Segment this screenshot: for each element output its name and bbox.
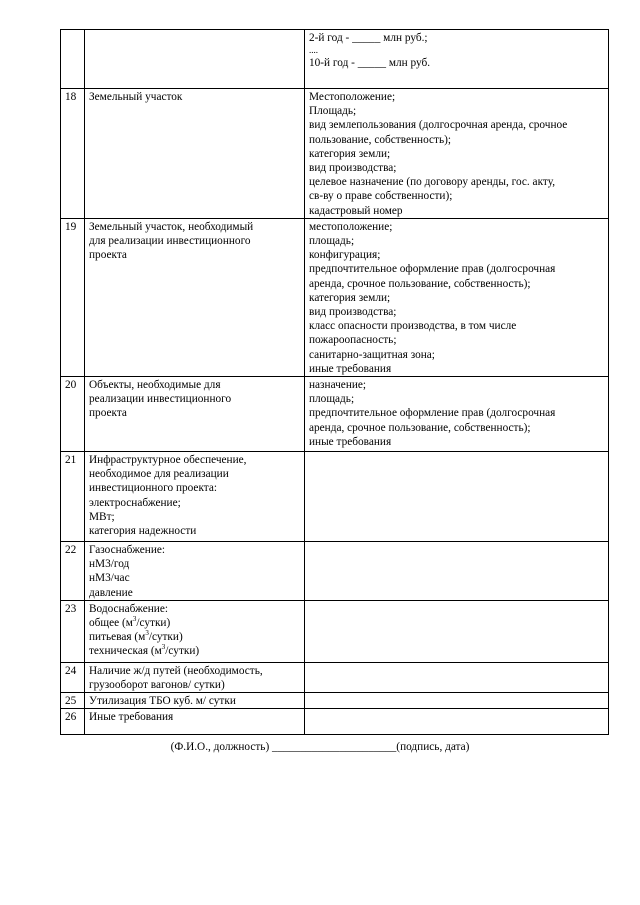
row-number-cell: 18 [61,89,85,219]
superscript-3: 3 [132,615,137,624]
superscript-3: 3 [161,643,166,652]
name-line: для реализации инвестиционного [89,235,251,248]
row-name-cell [85,30,305,89]
desc-line: кадастровый номер [309,204,403,217]
row-number-cell: 24 [61,662,85,692]
desc-line: аренда, срочное пользование, собственность); [309,277,531,290]
row-name-cell [85,693,305,709]
desc-line: св-ву о праве собственности); [309,190,453,203]
row-desc-cell [305,377,609,452]
table-row [61,452,609,542]
desc-line: 10-й год - _____ млн руб. [309,57,431,70]
water-line-text: техническая (м [89,645,162,658]
name-line: Земельный участок, необходимый [89,220,254,233]
row-number-cell: 20 [61,377,85,452]
row-desc-cell [305,30,609,89]
table-row [61,709,609,735]
desc-line: конфигурация; [309,249,381,262]
requirements-table [60,29,609,735]
desc-line: местоположение; [309,220,393,233]
name-line: МВт; [89,510,115,523]
water-line-unit: /сутки) [136,617,171,630]
desc-line: предпочтительное оформление прав (долгосрочная [309,407,556,420]
desc-line: назначение; [309,379,367,392]
desc-line: целевое назначение (по договору аренды, гос. акту, [309,176,556,189]
table-row [61,30,609,89]
water-line [89,616,301,630]
name-line: Иные требования [89,711,174,724]
row-desc-cell [305,542,609,601]
name-line: категория надежности [89,525,197,538]
desc-line: категория земли; [309,291,391,304]
table-row [61,600,609,662]
water-line [89,630,301,644]
desc-line: Площадь; [309,105,357,118]
name-line: давление [89,586,133,599]
name-line: Наличие ж/д путей (необходимость, [89,664,263,677]
row-name-cell [85,662,305,692]
water-line-text: питьевая (м [89,631,146,644]
desc-line: иные требования [309,435,392,448]
name-line: нМ3/год [89,558,130,571]
name-line: грузооборот вагонов/ сутки) [89,679,225,692]
name-line: электроснабжение; [89,496,181,509]
row-name-cell [85,218,305,376]
desc-line: класс опасности производства, в том числе [309,320,517,333]
desc-line: Местоположение; [309,91,396,103]
water-line-text: общее (м [89,617,133,630]
name-line: необходимое для реализации [89,468,229,481]
row-number-cell: 19 [61,218,85,376]
row-name-cell [85,542,305,601]
row-desc-cell [305,709,609,735]
desc-line: площадь; [309,393,355,406]
row-number-cell: 22 [61,542,85,601]
desc-line: аренда, срочное пользование, собственность); [309,421,531,434]
desc-line: иные требования [309,362,392,375]
table-row [61,218,609,376]
row-name-cell [85,452,305,542]
signature-line: (Ф.И.О., должность) ______________________(подпись, дата) [170,741,470,753]
desc-line: санитарно-защитная зона; [309,348,435,361]
water-line [89,644,301,658]
water-line-unit: /сутки) [148,631,183,644]
row-name-cell [85,709,305,735]
desc-line: 2-й год - _____ млн руб.; [309,32,428,44]
desc-line: .... [309,45,318,56]
desc-line: пользование, собственность); [309,133,451,146]
row-number-cell: 26 [61,709,85,735]
row-number-cell: 23 [61,600,85,662]
name-line: инвестиционного проекта: [89,482,218,495]
name-line: проекта [89,407,127,420]
row-number-cell: 25 [61,693,85,709]
row-name-cell [85,600,305,662]
row-desc-cell [305,218,609,376]
table-row [61,542,609,601]
name-line: Газоснабжение: [89,544,166,557]
name-line: Земельный участок [89,91,183,103]
row-desc-cell [305,662,609,692]
name-line: проекта [89,249,127,262]
name-line: Водоснабжение: [89,602,168,615]
superscript-3: 3 [145,629,149,638]
desc-line: вид землепользования (долгосрочная аренда, срочное [309,119,568,132]
name-line: нМ3/час [89,572,130,585]
water-line-unit: /сутки) [165,645,200,658]
table-row [61,89,609,219]
desc-line: вид производства; [309,162,397,175]
row-number-cell: 21 [61,452,85,542]
table-row [61,693,609,709]
table-row [61,662,609,692]
desc-line: предпочтительное оформление прав (долгосрочная [309,263,556,276]
name-line: Объекты, необходимые для [89,379,221,392]
desc-line: пожароопасность; [309,334,397,347]
row-desc-cell [305,693,609,709]
desc-line: вид производства; [309,306,397,319]
row-desc-cell [305,452,609,542]
row-desc-cell [305,89,609,219]
table-row [61,377,609,452]
desc-line: площадь; [309,235,355,248]
name-line: Инфраструктурное обеспечение, [89,454,247,467]
name-line: реализации инвестиционного [89,393,232,406]
row-number-cell [61,30,85,89]
name-line: Утилизация ТБО куб. м/ сутки [89,695,236,708]
row-desc-cell [305,600,609,662]
desc-line: категория земли; [309,147,391,160]
row-name-cell [85,377,305,452]
row-name-cell [85,89,305,219]
